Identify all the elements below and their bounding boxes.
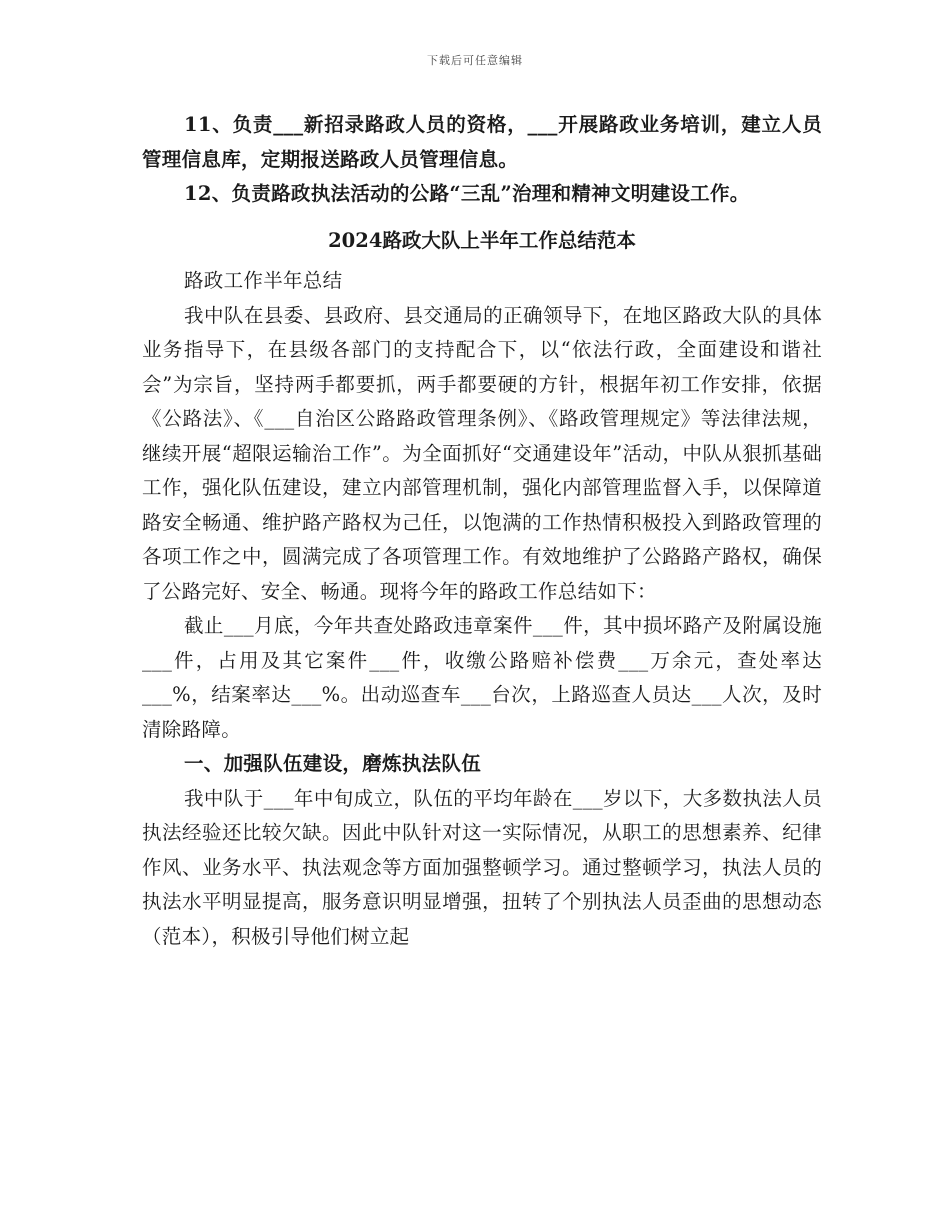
item-12: 12、负责路政执法活动的公路“三乱”治理和精神文明建设工作。 [184, 182, 750, 205]
paragraph-statistics: 截止___月底，今年共查处路政违章案件___件，其中损坏路产及附属设施___件，占用及其它案件___件，收缴公路赔补偿费___万余元，查处率达___%，结案率达___%。出动巡查车___台次，上路巡查人员达___人次，及时清除路障。 [142, 614, 822, 741]
document-subtitle: 路政工作半年总结 [184, 269, 343, 292]
section-heading-1: 一、加强队伍建设，磨炼执法队伍 [184, 752, 482, 775]
document-title: 2024路政大队上半年工作总结范本 [328, 228, 636, 252]
document-body [142, 108, 822, 954]
paragraph-intro: 我中队在县委、县政府、县交通局的正确领导下，在地区路政大队的具体业务指导下，在县级各部门的支持配合下，以“依法行政，全面建设和谐社会”为宗旨，坚持两手都要抓，两手都要硬的方针，根据年初工作安排，依据《公路法》、《___自治区公路路政管理条例》、《路政管理规定》等法律法规，继续开展“超限运输治工作”。为全面抓好“交通建设年”活动，中队从狠抓基础工作，强化队伍建设，建立内部管理机制，强化内部管理监督入手，以保障道路安全畅通、维护路产路权为己任，以饱满的工作热情积极投入到路政管理的各项工作之中，圆满完成了各项管理工作。有效地维护了公路路产路权，确保了公路完好、安全、畅通。现将今年的路政工作总结如下： [142, 303, 822, 603]
item-11: 11、负责___新招录路政人员的资格，___开展路政业务培训，建立人员管理信息库，定期报送路政人员管理信息。 [142, 113, 822, 171]
page-header: 下载后可任意编辑 [427, 54, 523, 67]
paragraph-team-building: 我中队于___年中旬成立，队伍的平均年龄在___岁以下，大多数执法人员执法经验还比较欠缺。因此中队针对这一实际情况，从职工的思想素养、纪律作风、业务水平、执法观念等方面加强整顿学习。通过整顿学习，执法人员的执法水平明显提高，服务意识明显增强，扭转了个别执法人员歪曲的思想动态（范本），积极引导他们树立起 [142, 786, 822, 948]
